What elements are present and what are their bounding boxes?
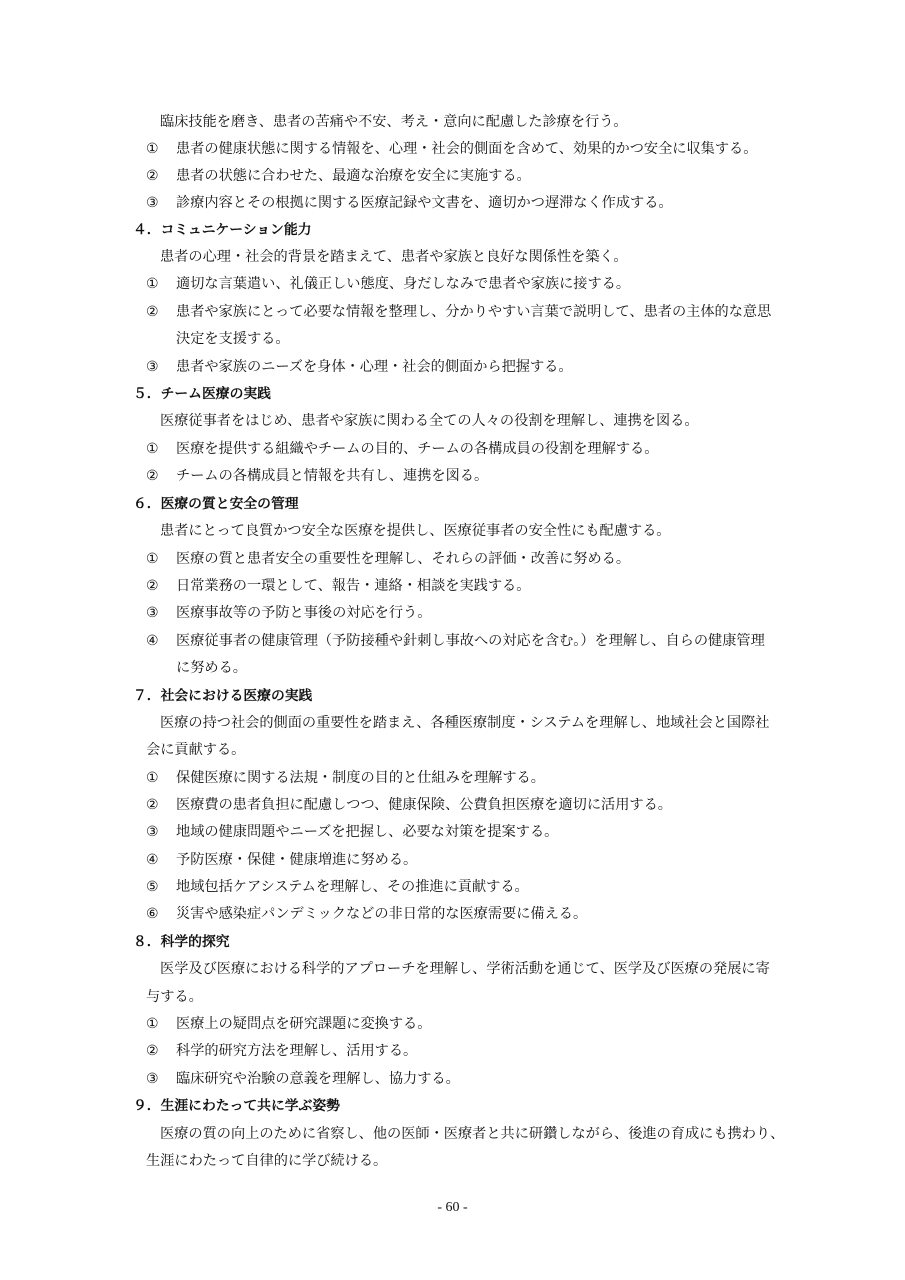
section-lead-continuation: 生涯にわたって自律的に学び続ける。 bbox=[146, 1153, 388, 1169]
item-number: ① bbox=[146, 770, 159, 786]
item-text: 科学的研究方法を理解し、活用する。 bbox=[176, 1043, 418, 1059]
section-heading: ８．科学的探究 bbox=[133, 934, 230, 950]
list-item bbox=[146, 1069, 460, 1089]
list-item bbox=[146, 439, 658, 459]
item-number: ③ bbox=[146, 1071, 159, 1087]
item-text: 診療内容とその根拠に関する医療記録や文書を、適切かつ遅滞なく作成する。 bbox=[176, 195, 673, 211]
section-lead: 医療従事者をはじめ、患者や家族に関わる全ての人々の役割を理解し、連携を図る。 bbox=[160, 413, 699, 429]
section-lead-continuation: 与する。 bbox=[146, 989, 203, 1005]
item-number: ② bbox=[146, 304, 159, 320]
list-item bbox=[146, 603, 431, 623]
section-heading: ７．社会における医療の実践 bbox=[133, 688, 313, 704]
item-text: 予防医療・保健・健康増進に努める。 bbox=[176, 852, 418, 868]
list-item bbox=[146, 357, 573, 377]
item-text: 患者の健康状態に関する情報を、心理・社会的側面を含めて、効果的かつ安全に収集する。 bbox=[176, 141, 758, 157]
list-item bbox=[146, 466, 488, 486]
item-text: 災害や感染症パンデミックなどの非日常的な医療需要に備える。 bbox=[176, 906, 588, 922]
list-item bbox=[146, 795, 672, 815]
item-text: 臨床研究や治験の意義を理解し、協力する。 bbox=[176, 1071, 460, 1087]
item-text: 保健医療に関する法規・制度の目的と仕組みを理解する。 bbox=[176, 770, 545, 786]
list-item bbox=[146, 274, 630, 294]
item-number: ① bbox=[146, 276, 159, 292]
item-number: ⑤ bbox=[146, 879, 159, 895]
item-text: 医療上の疑問点を研究課題に変換する。 bbox=[176, 1016, 432, 1032]
item-number: ③ bbox=[146, 605, 159, 621]
item-continuation: 決定を支援する。 bbox=[176, 331, 290, 347]
section-lead: 患者の心理・社会的背景を踏まえて、患者や家族と良好な関係性を築く。 bbox=[160, 249, 628, 265]
item-number: ① bbox=[146, 1016, 159, 1032]
section-lead: 患者にとって良質かつ安全な医療を提供し、医療従事者の安全性にも配慮する。 bbox=[160, 523, 671, 539]
list-item bbox=[146, 877, 529, 897]
list-item bbox=[146, 631, 765, 651]
item-text: 適切な言葉遣い、礼儀正しい態度、身だしなみで患者や家族に接する。 bbox=[176, 276, 631, 292]
item-number: ① bbox=[146, 141, 159, 157]
item-text: 患者や家族のニーズを身体・心理・社会的側面から把握する。 bbox=[176, 359, 573, 375]
item-number: ⑥ bbox=[146, 906, 159, 922]
section-heading: ９．生涯にわたって共に学ぶ姿勢 bbox=[133, 1098, 340, 1114]
section-lead: 医学及び医療における科学的アプローチを理解し、学術活動を通じて、医学及び医療の発展に寄 bbox=[160, 961, 770, 977]
item-text: 医療従事者の健康管理（予防接種や針刺し事故への対応を含む。）を理解し、自らの健康管理 bbox=[176, 633, 765, 649]
item-text: 日常業務の一環として、報告・連絡・相談を実践する。 bbox=[176, 578, 531, 594]
item-number: ② bbox=[146, 168, 159, 184]
list-item bbox=[146, 850, 417, 870]
item-number: ② bbox=[146, 578, 159, 594]
list-item bbox=[146, 193, 673, 213]
list-item bbox=[146, 139, 757, 159]
item-number: ③ bbox=[146, 359, 159, 375]
item-text: 医療事故等の予防と事後の対応を行う。 bbox=[176, 605, 432, 621]
list-item bbox=[146, 549, 630, 569]
page-number: - 60 - bbox=[437, 1200, 468, 1215]
list-item bbox=[146, 1041, 417, 1061]
section-heading: ６．医療の質と安全の管理 bbox=[133, 496, 299, 512]
section-lead: 医療の持つ社会的側面の重要性を踏まえ、各種医療制度・システムを理解し、地域社会と国際社 bbox=[160, 715, 770, 731]
section-lead-continuation: 会に貢献する。 bbox=[146, 742, 246, 758]
list-item bbox=[146, 822, 558, 842]
list-item bbox=[146, 904, 587, 924]
item-text: 地域の健康問題やニーズを把握し、必要な対策を提案する。 bbox=[176, 824, 559, 840]
item-number: ③ bbox=[146, 195, 159, 211]
list-item bbox=[146, 576, 530, 596]
section-lead: 医療の質の向上のために省察し、他の医師・医療者と共に研鑽しながら、後進の育成にも携わり、 bbox=[160, 1126, 785, 1142]
list-item bbox=[146, 1014, 431, 1034]
item-number: ① bbox=[146, 441, 159, 457]
item-number: ④ bbox=[146, 633, 159, 649]
item-continuation: に努める。 bbox=[176, 660, 247, 676]
item-number: ② bbox=[146, 1043, 159, 1059]
list-item bbox=[146, 166, 531, 186]
section-heading: ４．コミュニケーション能力 bbox=[133, 222, 312, 238]
item-number: ② bbox=[146, 468, 159, 484]
item-text: 医療の質と患者安全の重要性を理解し、それらの評価・改善に努める。 bbox=[176, 551, 631, 567]
item-text: 医療費の患者負担に配慮しつつ、健康保険、公費負担医療を適切に活用する。 bbox=[176, 797, 672, 813]
item-number: ① bbox=[146, 551, 159, 567]
list-item bbox=[146, 768, 545, 788]
item-number: ③ bbox=[146, 824, 159, 840]
item-text: 患者や家族にとって必要な情報を整理し、分かりやすい言葉で説明して、患者の主体的な意思 bbox=[176, 304, 772, 320]
item-text: 地域包括ケアシステムを理解し、その推進に貢献する。 bbox=[176, 879, 529, 895]
item-number: ④ bbox=[146, 852, 159, 868]
section-intro: 臨床技能を磨き、患者の苦痛や不安、考え・意向に配慮した診療を行う。 bbox=[160, 114, 628, 130]
section-heading: ５．チーム医療の実践 bbox=[133, 386, 271, 402]
item-text: チームの各構成員と情報を共有し、連携を図る。 bbox=[176, 468, 489, 484]
item-text: 医療を提供する組織やチームの目的、チームの各構成員の役割を理解する。 bbox=[176, 441, 659, 457]
list-item bbox=[146, 302, 771, 322]
item-number: ② bbox=[146, 797, 159, 813]
item-text: 患者の状態に合わせた、最適な治療を安全に実施する。 bbox=[176, 168, 531, 184]
